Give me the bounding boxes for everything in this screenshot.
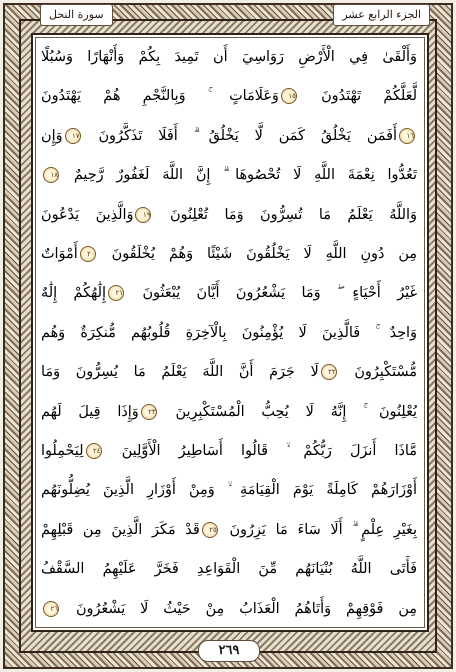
page-number: ٢٦٩ <box>198 640 260 662</box>
quran-line <box>41 512 417 549</box>
quran-line <box>41 354 417 391</box>
ayah-marker: ٢٥ <box>202 522 218 538</box>
verse-text: إِلَٰهُكُمْ إِلَٰهٌ <box>41 285 107 302</box>
verse-text: أَمْوَاتٌ <box>41 246 78 262</box>
verse-text: فَأَتَى اللَّهُ بُنْيَانَهُم مِّنَ الْقَوَاعِدِ فَخَرَّ عَلَيْهِمُ السَّقْفُ <box>41 561 417 578</box>
verse-text: وَإِذَا قِيلَ لَهُم <box>41 403 139 420</box>
ayah-marker: ٢٦ <box>43 601 59 617</box>
verse-text: لَّعَلَّكُمْ تَهْتَدُونَ <box>321 88 417 105</box>
verse-text: مَّاذَا أَنزَلَ رَبُّكُمْ ۙ قَالُوا أَسَاطِيرُ الْأَوَّلِينَ <box>121 443 417 459</box>
verse-text: وَالَّذِينَ يَدْعُونَ <box>41 206 134 223</box>
quran-line <box>41 275 417 312</box>
verse-text: قَدْ مَكَرَ الَّذِينَ مِن قَبْلِهِمْ <box>41 521 200 538</box>
quran-line <box>41 433 417 470</box>
quran-line <box>41 78 417 115</box>
quran-line <box>41 591 417 628</box>
ayah-marker: ٢٤ <box>86 443 102 459</box>
verse-text: أَفَمَن يَخْلُقُ كَمَن لَّا يَخْلُقُ ۗ أَفَلَا تَذَكَّرُونَ <box>98 127 398 144</box>
ayah-marker: ١٩ <box>135 207 151 223</box>
verse-text: وَعَلَامَاتٍ ۚ وَبِالنَّجْمِ هُمْ يَهْتَدُونَ <box>41 88 279 105</box>
quran-line <box>41 197 417 234</box>
verse-text: لَا جَرَمَ أَنَّ اللَّهَ يَعْلَمُ مَا يُسِرُّونَ وَمَا <box>41 364 319 381</box>
verse-text: وَاللَّهُ يَعْلَمُ مَا تُسِرُّونَ وَمَا تُعْلِنُونَ <box>169 206 417 223</box>
verse-text: وَأَلْقَىٰ فِي الْأَرْضِ رَوَاسِيَ أَن تَمِيدَ بِكُمْ وَأَنْهَارًا وَسُبُلًا <box>41 49 417 65</box>
quran-line <box>41 551 417 588</box>
quran-line <box>41 157 417 194</box>
ayah-marker: ١٧ <box>65 128 81 144</box>
verse-text: لِيَحْمِلُوا <box>41 443 84 459</box>
quran-line <box>41 39 417 76</box>
verse-text: مُّسْتَكْبِرُونَ <box>354 364 417 381</box>
quran-line <box>41 315 417 352</box>
verse-text: بِغَيْرِ عِلْمٍ ۗ أَلَا سَاءَ مَا يَزِرُونَ <box>229 521 417 538</box>
verse-text: تَعُدُّوا نِعْمَةَ اللَّهِ لَا تُحْصُوهَا ۗ إِنَّ اللَّهَ لَغَفُورٌ رَّحِيمٌ <box>73 167 417 184</box>
quran-line <box>41 472 417 509</box>
ayah-marker: ٢١ <box>108 285 124 301</box>
ayah-marker: ١٨ <box>43 167 59 183</box>
text-panel <box>31 33 429 632</box>
quran-line <box>41 118 417 155</box>
verse-text: مِن دُونِ اللَّهِ لَا يَخْلُقُونَ شَيْئًا وَهُمْ يُخْلَقُونَ <box>111 246 417 262</box>
verse-text: وَإِن <box>41 127 63 144</box>
verse-text: أَوْزَارَهُمْ كَامِلَةً يَوْمَ الْقِيَامَةِ ۙ وَمِنْ أَوْزَارِ الَّذِينَ يُضِلُّونَهُم <box>41 482 417 499</box>
ayah-marker: ١٦ <box>399 128 415 144</box>
juz-label: الجزء الرابع عشر <box>333 4 430 26</box>
verse-text: غَيْرُ أَحْيَاءٍ ۖ وَمَا يَشْعُرُونَ أَيَّانَ يُبْعَثُونَ <box>142 285 417 302</box>
verse-text: مِن فَوْقِهِمْ وَأَتَاهُمُ الْعَذَابُ مِنْ حَيْثُ لَا يَشْعُرُونَ <box>75 600 417 617</box>
quran-line <box>41 236 417 273</box>
verse-text: وَاحِدٌ ۚ فَالَّذِينَ لَا يُؤْمِنُونَ بِالْآخِرَةِ قُلُوبُهُم مُّنكِرَةٌ وَهُم <box>41 324 417 341</box>
ayah-marker: ٢٣ <box>141 404 157 420</box>
ayah-marker: ٢٠ <box>80 246 96 262</box>
ayah-marker: ٢٢ <box>321 364 337 380</box>
ayah-marker: ١٥ <box>281 88 297 104</box>
quran-line <box>41 394 417 431</box>
verse-text: يُعْلِنُونَ ۚ إِنَّهُ لَا يُحِبُّ الْمُسْتَكْبِرِينَ <box>175 403 417 420</box>
surah-label: سورة النحل <box>40 4 113 26</box>
